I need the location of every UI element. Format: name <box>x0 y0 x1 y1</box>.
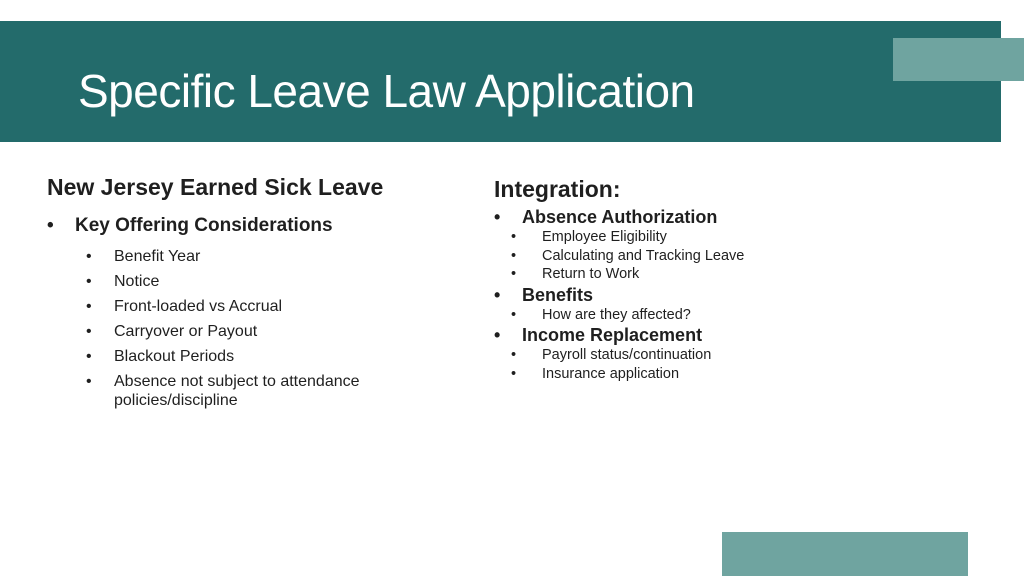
item-label: Payroll status/continuation <box>542 347 712 363</box>
item-label: Blackout Periods <box>114 348 235 365</box>
bullet-icon: • <box>86 298 92 315</box>
item-label: Return to Work <box>542 266 640 282</box>
item-label: Insurance application <box>542 365 680 382</box>
bullet-icon: • <box>494 284 501 305</box>
left-list <box>47 215 447 410</box>
list-item <box>47 322 447 341</box>
decorative-accent-bar <box>893 38 1024 81</box>
left-column <box>47 174 447 416</box>
bullet-icon: • <box>511 266 517 282</box>
group-label: Income Replacement <box>522 325 703 345</box>
list-item <box>494 247 914 266</box>
item-label: Notice <box>114 273 160 290</box>
right-heading: Integration: <box>494 176 621 202</box>
section-label: Key Offering Considerations <box>75 215 333 236</box>
right-column <box>494 176 914 383</box>
item-label: Benefit Year <box>114 248 201 265</box>
bullet-icon: • <box>47 215 54 236</box>
list-item <box>494 265 914 284</box>
bullet-icon: • <box>511 229 517 245</box>
list-item <box>47 247 447 266</box>
bullet-icon: • <box>511 247 517 264</box>
group-label: Benefits <box>522 284 594 305</box>
bullet-icon: • <box>86 348 92 365</box>
list-item <box>494 324 914 346</box>
list-item <box>47 372 384 410</box>
bullet-icon: • <box>86 248 92 265</box>
bullet-icon: • <box>511 347 517 363</box>
decorative-footer-bar <box>722 532 968 576</box>
list-item <box>494 284 914 306</box>
left-heading: New Jersey Earned Sick Leave <box>47 174 384 200</box>
item-label: Front-loaded vs Accrual <box>114 298 283 315</box>
item-label: Employee Eligibility <box>542 229 667 245</box>
item-label: Absence not subject to attendance policies/discipline <box>114 373 360 409</box>
list-item <box>47 297 447 316</box>
bullet-icon: • <box>86 273 92 290</box>
bullet-icon: • <box>511 306 517 323</box>
list-item <box>47 215 447 237</box>
bullet-icon: • <box>86 373 92 390</box>
right-list <box>494 206 914 383</box>
list-item <box>494 206 914 228</box>
list-item <box>47 347 447 366</box>
list-item <box>494 228 914 247</box>
bullet-icon: • <box>494 325 501 345</box>
bullet-icon: • <box>511 365 517 382</box>
bullet-icon: • <box>494 207 501 227</box>
group-label: Absence Authorization <box>522 207 718 227</box>
list-item <box>47 272 447 291</box>
list-item <box>494 346 914 365</box>
list-item <box>494 306 914 325</box>
item-label: Carryover or Payout <box>114 323 258 340</box>
slide-title: Specific Leave Law Application <box>78 65 695 117</box>
item-label: Calculating and Tracking Leave <box>542 247 745 264</box>
list-item <box>494 365 914 384</box>
bullet-icon: • <box>86 323 92 340</box>
item-label: How are they affected? <box>542 306 691 323</box>
